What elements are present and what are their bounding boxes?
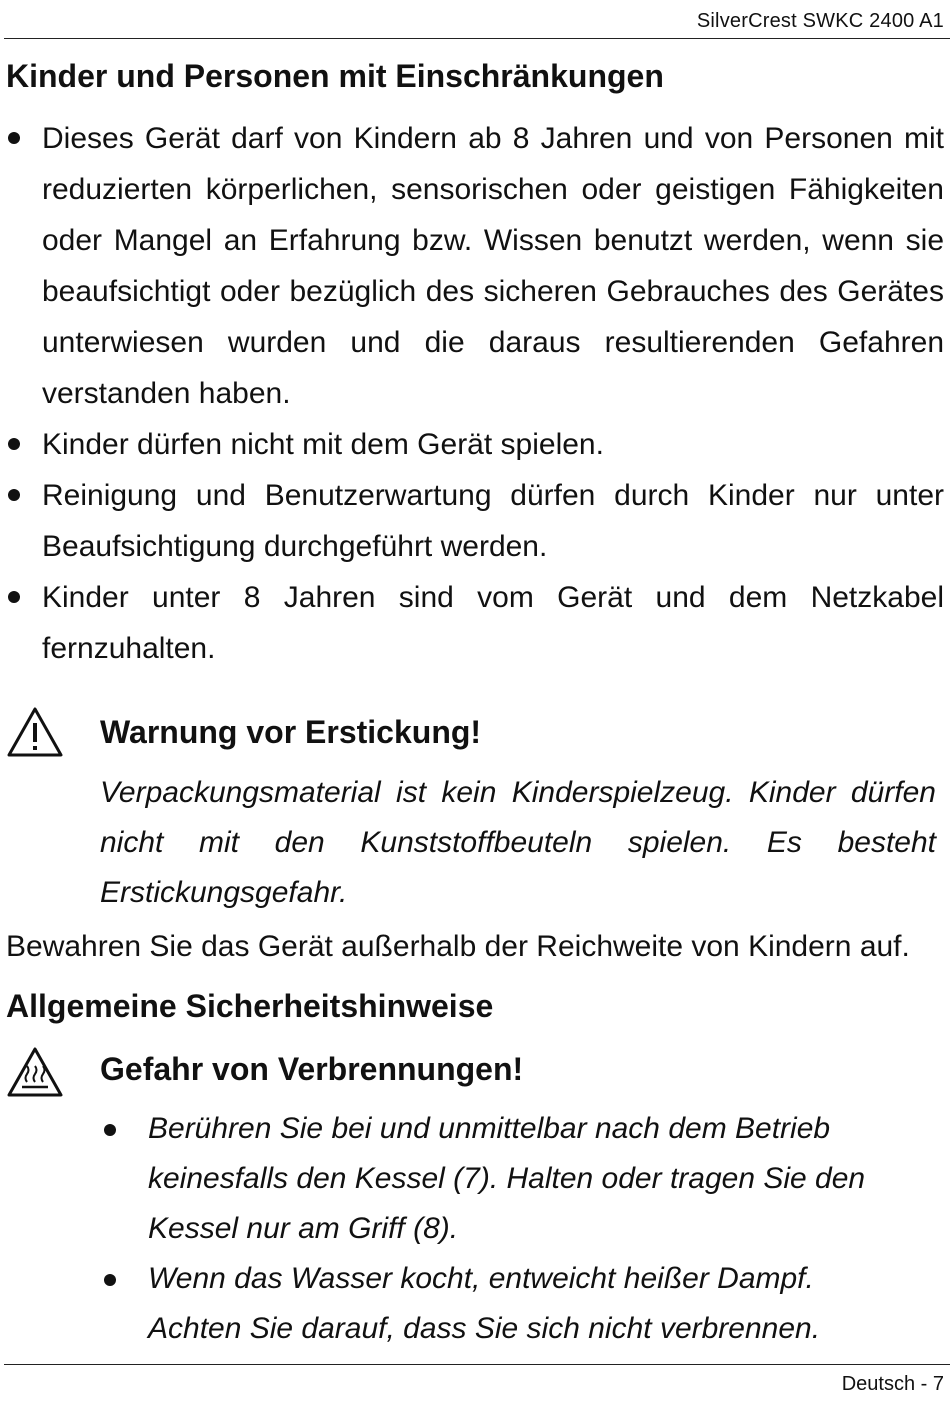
children-bullet-list — [0, 113, 944, 674]
section-title-general: Allgemeine Sicherheitshinweise — [6, 988, 494, 1024]
bullet-icon — [104, 1274, 116, 1286]
burn-bullet-list — [100, 1104, 900, 1354]
bullet-icon — [8, 132, 20, 144]
suffocation-warning-text: Verpackungsmaterial ist kein Kinderspielzeug. Kinder dürfen nicht mit den Kunststoffbeuteln spielen. Es besteht Erstickungsgefahr. — [100, 776, 936, 909]
list-item-text: Wenn das Wasser kocht, entweicht heißer Dampf. Achten Sie darauf, dass Sie sich nicht verbrennen. — [148, 1262, 821, 1345]
list-item-text: Kinder dürfen nicht mit dem Gerät spielen. — [42, 428, 604, 461]
page-header-product: SilverCrest SWKC 2400 A1 — [696, 10, 944, 32]
section-title-children: Kinder und Personen mit Einschränkungen — [6, 58, 664, 94]
list-item-text: Reinigung und Benutzerwartung dürfen durch Kinder nur unter Beaufsichtigung durchgeführt werden. — [42, 479, 944, 563]
footer-rule — [4, 1364, 950, 1365]
list-item-text: Berühren Sie bei und unmittelbar nach dem Betrieb keinesfalls den Kessel (7). Halten oder tragen Sie den Kessel nur am Griff (8). — [148, 1112, 866, 1245]
list-item — [0, 572, 944, 674]
bullet-icon — [104, 1124, 116, 1136]
bullet-icon — [8, 489, 20, 501]
warning-triangle-icon — [6, 706, 64, 758]
list-item — [0, 113, 944, 419]
suffocation-warning-title: Warnung vor Erstickung! — [100, 714, 482, 750]
header-rule — [4, 38, 950, 39]
list-item — [0, 470, 944, 572]
bullet-icon — [8, 591, 20, 603]
list-item-text: Kinder unter 8 Jahren sind vom Gerät und dem Netzkabel fernzuhalten. — [42, 581, 944, 665]
page-footer-label: Deutsch - 7 — [841, 1373, 944, 1395]
list-item-text: Dieses Gerät darf von Kindern ab 8 Jahren und von Personen mit reduzierten körperlichen, sensorischen oder geistigen Fähigkeiten oder Mangel an Erfahrung bzw. Wissen benutzt werden, wenn sie beaufsichtigt oder bezüglich des sicheren Gebrauches des Gerätes unterwiesen wurden und die daraus resultierenden Gefahren verstanden haben. — [42, 122, 944, 410]
keep-away-text: Bewahren Sie das Gerät außerhalb der Reichweite von Kindern auf. — [6, 930, 910, 963]
list-item — [0, 419, 944, 470]
bullet-icon — [8, 438, 20, 450]
list-item — [100, 1254, 900, 1354]
list-item — [100, 1104, 900, 1254]
hot-surface-icon — [6, 1046, 64, 1098]
burn-warning-title: Gefahr von Verbrennungen! — [100, 1051, 524, 1087]
